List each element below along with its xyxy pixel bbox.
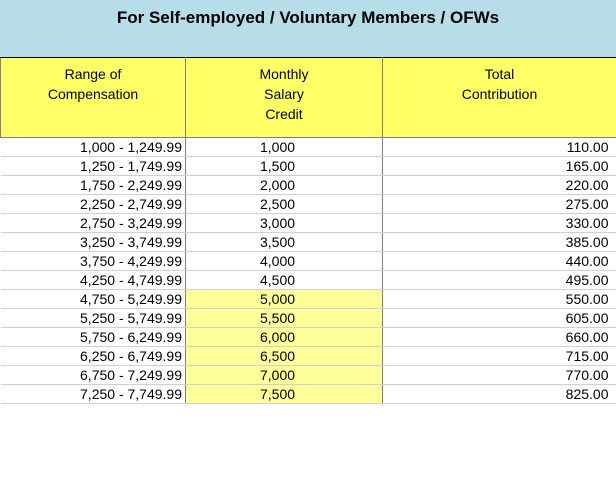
range-cell: 6,750 - 7,249.99 bbox=[1, 366, 186, 385]
range-cell: 1,250 - 1,749.99 bbox=[1, 157, 186, 176]
table-row bbox=[1, 157, 616, 176]
table-row bbox=[1, 271, 616, 290]
header-range-of-compensation bbox=[1, 58, 186, 138]
salary-credit-cell: 2,000 bbox=[186, 176, 383, 195]
table-row bbox=[1, 214, 616, 233]
range-cell: 4,750 - 5,249.99 bbox=[1, 290, 186, 309]
table-row bbox=[1, 347, 616, 366]
header-total-contribution bbox=[383, 58, 616, 138]
salary-credit-cell: 7,000 bbox=[186, 366, 383, 385]
table-row bbox=[1, 385, 616, 404]
table-row bbox=[1, 309, 616, 328]
table-row bbox=[1, 290, 616, 309]
table-body bbox=[1, 138, 616, 404]
total-contribution-cell: 440.00 bbox=[383, 252, 616, 271]
total-contribution-cell: 110.00 bbox=[383, 138, 616, 157]
salary-credit-cell: 1,500 bbox=[186, 157, 383, 176]
salary-credit-cell: 1,000 bbox=[186, 138, 383, 157]
total-contribution-cell: 495.00 bbox=[383, 271, 616, 290]
total-contribution-cell: 715.00 bbox=[383, 347, 616, 366]
total-contribution-cell: 330.00 bbox=[383, 214, 616, 233]
range-cell: 3,250 - 3,749.99 bbox=[1, 233, 186, 252]
range-cell: 7,250 - 7,749.99 bbox=[1, 385, 186, 404]
range-cell: 1,000 - 1,249.99 bbox=[1, 138, 186, 157]
table-row bbox=[1, 366, 616, 385]
table-row bbox=[1, 252, 616, 271]
salary-credit-cell: 6,500 bbox=[186, 347, 383, 366]
total-contribution-cell: 385.00 bbox=[383, 233, 616, 252]
range-cell: 5,750 - 6,249.99 bbox=[1, 328, 186, 347]
range-cell: 6,250 - 6,749.99 bbox=[1, 347, 186, 366]
total-contribution-cell: 220.00 bbox=[383, 176, 616, 195]
header-total-line-1: Total bbox=[484, 66, 515, 82]
total-contribution-cell: 275.00 bbox=[383, 195, 616, 214]
salary-credit-cell: 7,500 bbox=[186, 385, 383, 404]
salary-credit-cell: 3,000 bbox=[186, 214, 383, 233]
range-cell: 2,250 - 2,749.99 bbox=[1, 195, 186, 214]
total-contribution-cell: 550.00 bbox=[383, 290, 616, 309]
range-cell: 5,250 - 5,749.99 bbox=[1, 309, 186, 328]
header-row bbox=[1, 58, 616, 138]
salary-credit-cell: 5,500 bbox=[186, 309, 383, 328]
salary-credit-cell: 3,500 bbox=[186, 233, 383, 252]
range-cell: 4,250 - 4,749.99 bbox=[1, 271, 186, 290]
salary-credit-cell: 4,500 bbox=[186, 271, 383, 290]
table-row bbox=[1, 195, 616, 214]
header-monthly-salary-credit bbox=[186, 58, 383, 138]
table-title: For Self-employed / Voluntary Members / OFWs bbox=[116, 8, 500, 27]
table-row bbox=[1, 328, 616, 347]
salary-credit-cell: 4,000 bbox=[186, 252, 383, 271]
salary-credit-cell: 5,000 bbox=[186, 290, 383, 309]
total-contribution-cell: 165.00 bbox=[383, 157, 616, 176]
header-credit-line-3: Credit bbox=[265, 106, 303, 122]
header-range-line-2: Compensation bbox=[47, 86, 139, 102]
header-credit-line-1: Monthly bbox=[259, 66, 309, 82]
table-row bbox=[1, 176, 616, 195]
salary-credit-cell: 2,500 bbox=[186, 195, 383, 214]
total-contribution-cell: 605.00 bbox=[383, 309, 616, 328]
range-cell: 3,750 - 4,249.99 bbox=[1, 252, 186, 271]
salary-credit-cell: 6,000 bbox=[186, 328, 383, 347]
range-cell: 2,750 - 3,249.99 bbox=[1, 214, 186, 233]
contribution-table bbox=[0, 57, 616, 404]
table-row bbox=[1, 233, 616, 252]
total-contribution-cell: 770.00 bbox=[383, 366, 616, 385]
title-bar bbox=[0, 0, 616, 57]
total-contribution-cell: 825.00 bbox=[383, 385, 616, 404]
table-row bbox=[1, 138, 616, 157]
range-cell: 1,750 - 2,249.99 bbox=[1, 176, 186, 195]
header-total-line-2: Contribution bbox=[461, 86, 538, 102]
header-credit-line-2: Salary bbox=[264, 86, 304, 102]
header-range-line-1: Range of bbox=[64, 66, 122, 82]
total-contribution-cell: 660.00 bbox=[383, 328, 616, 347]
